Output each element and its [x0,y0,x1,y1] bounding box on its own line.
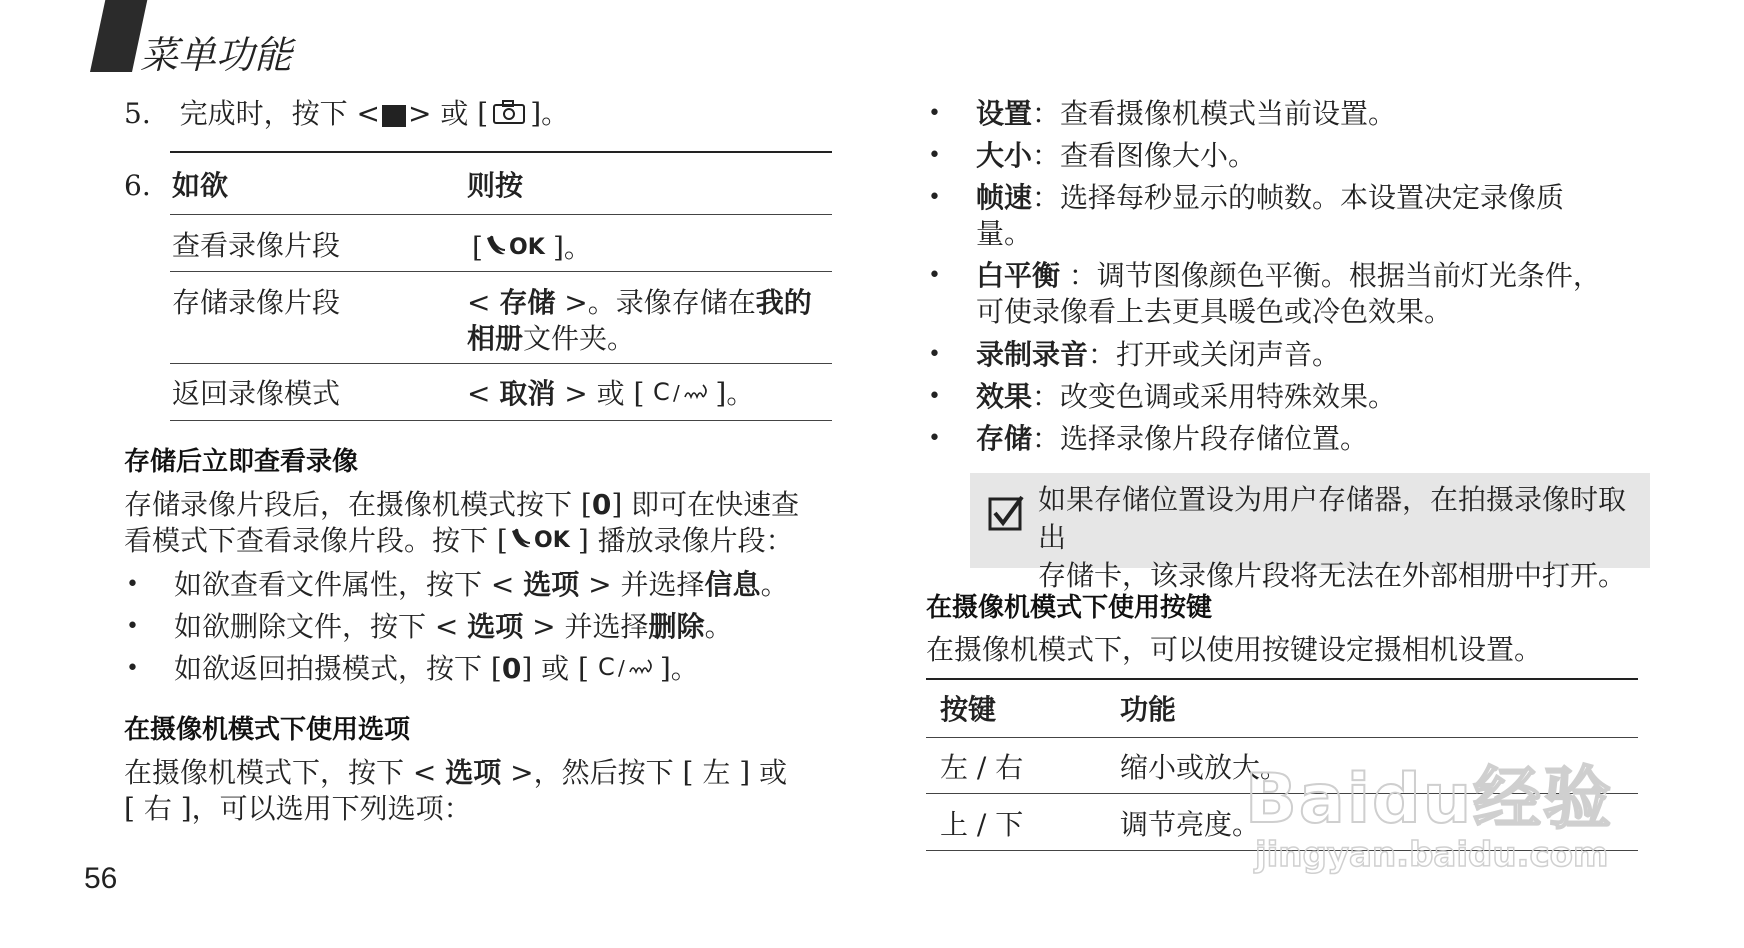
desc: 量。 [976,217,1033,250]
table-row-key [467,376,754,414]
page-title: 菜单功能 [140,33,293,77]
term: 帧速 [976,181,1033,214]
svg-text:OK: OK [533,528,570,553]
softkey-black-icon [382,105,406,127]
list-item [928,96,1397,132]
note-box [970,473,1650,592]
term: 存储 [976,422,1033,455]
text: > 并选择 [579,568,705,601]
table-header-key: 按键 [940,693,997,726]
list-item [126,651,699,689]
table-row-key: 左 / 右 [940,751,1024,784]
key-bold: 删除 [648,610,705,643]
text: 在摄像机模式下，按下 < [124,756,446,789]
key-bold: 信息 [704,568,761,601]
term: 白平衡 [976,259,1061,292]
step-5-text-post: ]。 [530,97,570,130]
desc: ：改变色调或采用特殊效果。 [1032,380,1397,413]
section-title: 在摄像机模式下使用按键 [926,593,1213,623]
desc: ：选择录像片段存储位置。 [1032,422,1369,455]
key-bracket: [ [472,231,483,264]
table-header-key: 则按 [467,169,524,202]
c-key-icon [653,377,715,414]
baidu-watermark-logo: Baidu经验 [1245,760,1614,839]
text: 。 [704,610,733,643]
key-text: < [467,286,500,319]
text: 看模式下查看录像片段。按下 [ [124,524,508,557]
table-bottom-rule [170,420,832,421]
text: ] 播放录像片段： [577,524,794,557]
key-bold: 相册 [467,322,524,355]
term: 录制录音 [976,338,1089,371]
ok-key-icon [483,230,553,269]
text: ] 或 [ [521,652,598,685]
table-row-function: 缩小或放大。 [1120,751,1289,784]
list-item [928,258,1626,330]
text: 。 [760,568,789,601]
table-top-rule [926,678,1638,680]
svg-text:OK: OK [508,235,545,260]
note-text [1038,481,1638,595]
list-item [928,421,1369,457]
term: 效果 [976,380,1033,413]
bullet-dot: • [928,426,941,451]
key-bold: 取消 [499,377,556,410]
bullet-dot: • [928,342,941,367]
camera-icon [492,98,526,134]
key-bold: 0 [591,488,612,521]
section-title: 存储后立即查看录像 [124,447,359,477]
ok-key-icon [508,523,578,562]
key-bold: 0 [501,652,522,685]
svg-text:/: / [617,656,625,680]
section-paragraph: 在摄像机模式下，可以使用按键设定摄相机设置。 [926,633,1543,666]
step-number: 5. [124,97,151,130]
page-number: 56 [84,862,118,895]
table-header-action: 如欲 [172,169,229,202]
bullet-dot: • [928,101,941,126]
desc: ：查看摄像机模式当前设置。 [1032,97,1397,130]
c-key-icon [598,652,660,689]
step-5 [124,96,569,134]
table-row-function: 调节亮度。 [1120,808,1261,841]
note-line: 如果存储位置设为用户存储器，在拍摄录像时取出 [1038,483,1627,554]
text: 如欲返回拍摄模式，按下 [ [174,652,502,685]
step-5-text-pre: 完成时，按下 < [179,97,380,130]
text: ]。 [659,652,699,685]
svg-text:C: C [597,653,615,680]
section-paragraph [124,487,824,562]
text: 如欲查看文件属性，按下 < [174,568,524,601]
list-item [126,609,733,645]
list-item [928,138,1257,174]
step-5-text-mid: > 或 [ [408,97,489,130]
svg-text:/: / [673,381,681,405]
key-text: >。录像存储在 [555,286,756,319]
section-paragraph [124,755,824,827]
term: 大小 [976,139,1033,172]
list-item [928,337,1341,373]
text: 存储录像片段后，在摄像机模式按下 [ [124,488,592,521]
list-item [928,180,1626,252]
table-row-key: 上 / 下 [940,808,1024,841]
bullet-dot: • [928,143,941,168]
table-row-key [472,230,592,269]
desc: ：查看图像大小。 [1032,139,1257,172]
key-bold: 选项 [523,568,580,601]
term: 设置 [976,97,1033,130]
table-header-function: 功能 [1120,693,1177,726]
baidu-watermark-url: jingyan.baidu.com [1255,835,1609,875]
text: [ 右 ]，可以选用下列选项： [124,792,472,825]
bullet-dot: • [126,572,139,597]
bullet-dot: • [126,614,139,639]
text: 如欲删除文件，按下 < [174,610,468,643]
bullet-dot: • [126,656,139,681]
section-title: 在摄像机模式下使用选项 [124,715,411,745]
key-text: 文件夹。 [523,322,636,355]
table-row-action: 返回录像模式 [172,377,341,410]
desc: ：打开或关闭声音。 [1088,338,1341,371]
table-row-key [467,285,827,357]
key-bold: 存储 [499,286,556,319]
checkbox-note-icon [988,495,1024,531]
desc: ：调节图像颜色平衡。根据当前灯光条件， [1060,259,1601,292]
key-text: < [467,377,500,410]
bullet-dot: • [928,185,941,210]
table-rule [926,737,1638,738]
text: ] 即可在快速查 [611,488,800,521]
table-rule [170,214,832,215]
table-rule [170,271,832,272]
table-row-action: 存储录像片段 [172,286,341,319]
table-top-rule [170,151,832,153]
desc: ：选择每秒显示的帧数。本设置决定录像质 [1032,181,1565,214]
key-bold: 选项 [467,610,524,643]
text: >，然后按下 [ 左 ] 或 [501,756,788,789]
note-line: 存储卡，该录像片段将无法在外部相册中打开。 [1038,559,1627,592]
key-bracket-close: ]。 [552,231,592,264]
key-bold: 选项 [445,756,502,789]
svg-text:C: C [653,378,671,405]
table-row-action: 查看录像片段 [172,229,341,262]
table-rule [170,363,832,364]
header-accent-bar [90,0,147,72]
list-item [126,567,789,603]
bullet-dot: • [928,263,941,288]
key-bold: 我的 [755,286,812,319]
key-text: ]。 [715,377,755,410]
step-number: 6. [124,169,151,202]
text: > 并选择 [523,610,649,643]
key-text: > 或 [ [555,377,654,410]
bullet-dot: • [928,384,941,409]
desc: 可使录像看上去更具暖色或冷色效果。 [976,295,1453,328]
list-item [928,379,1397,415]
